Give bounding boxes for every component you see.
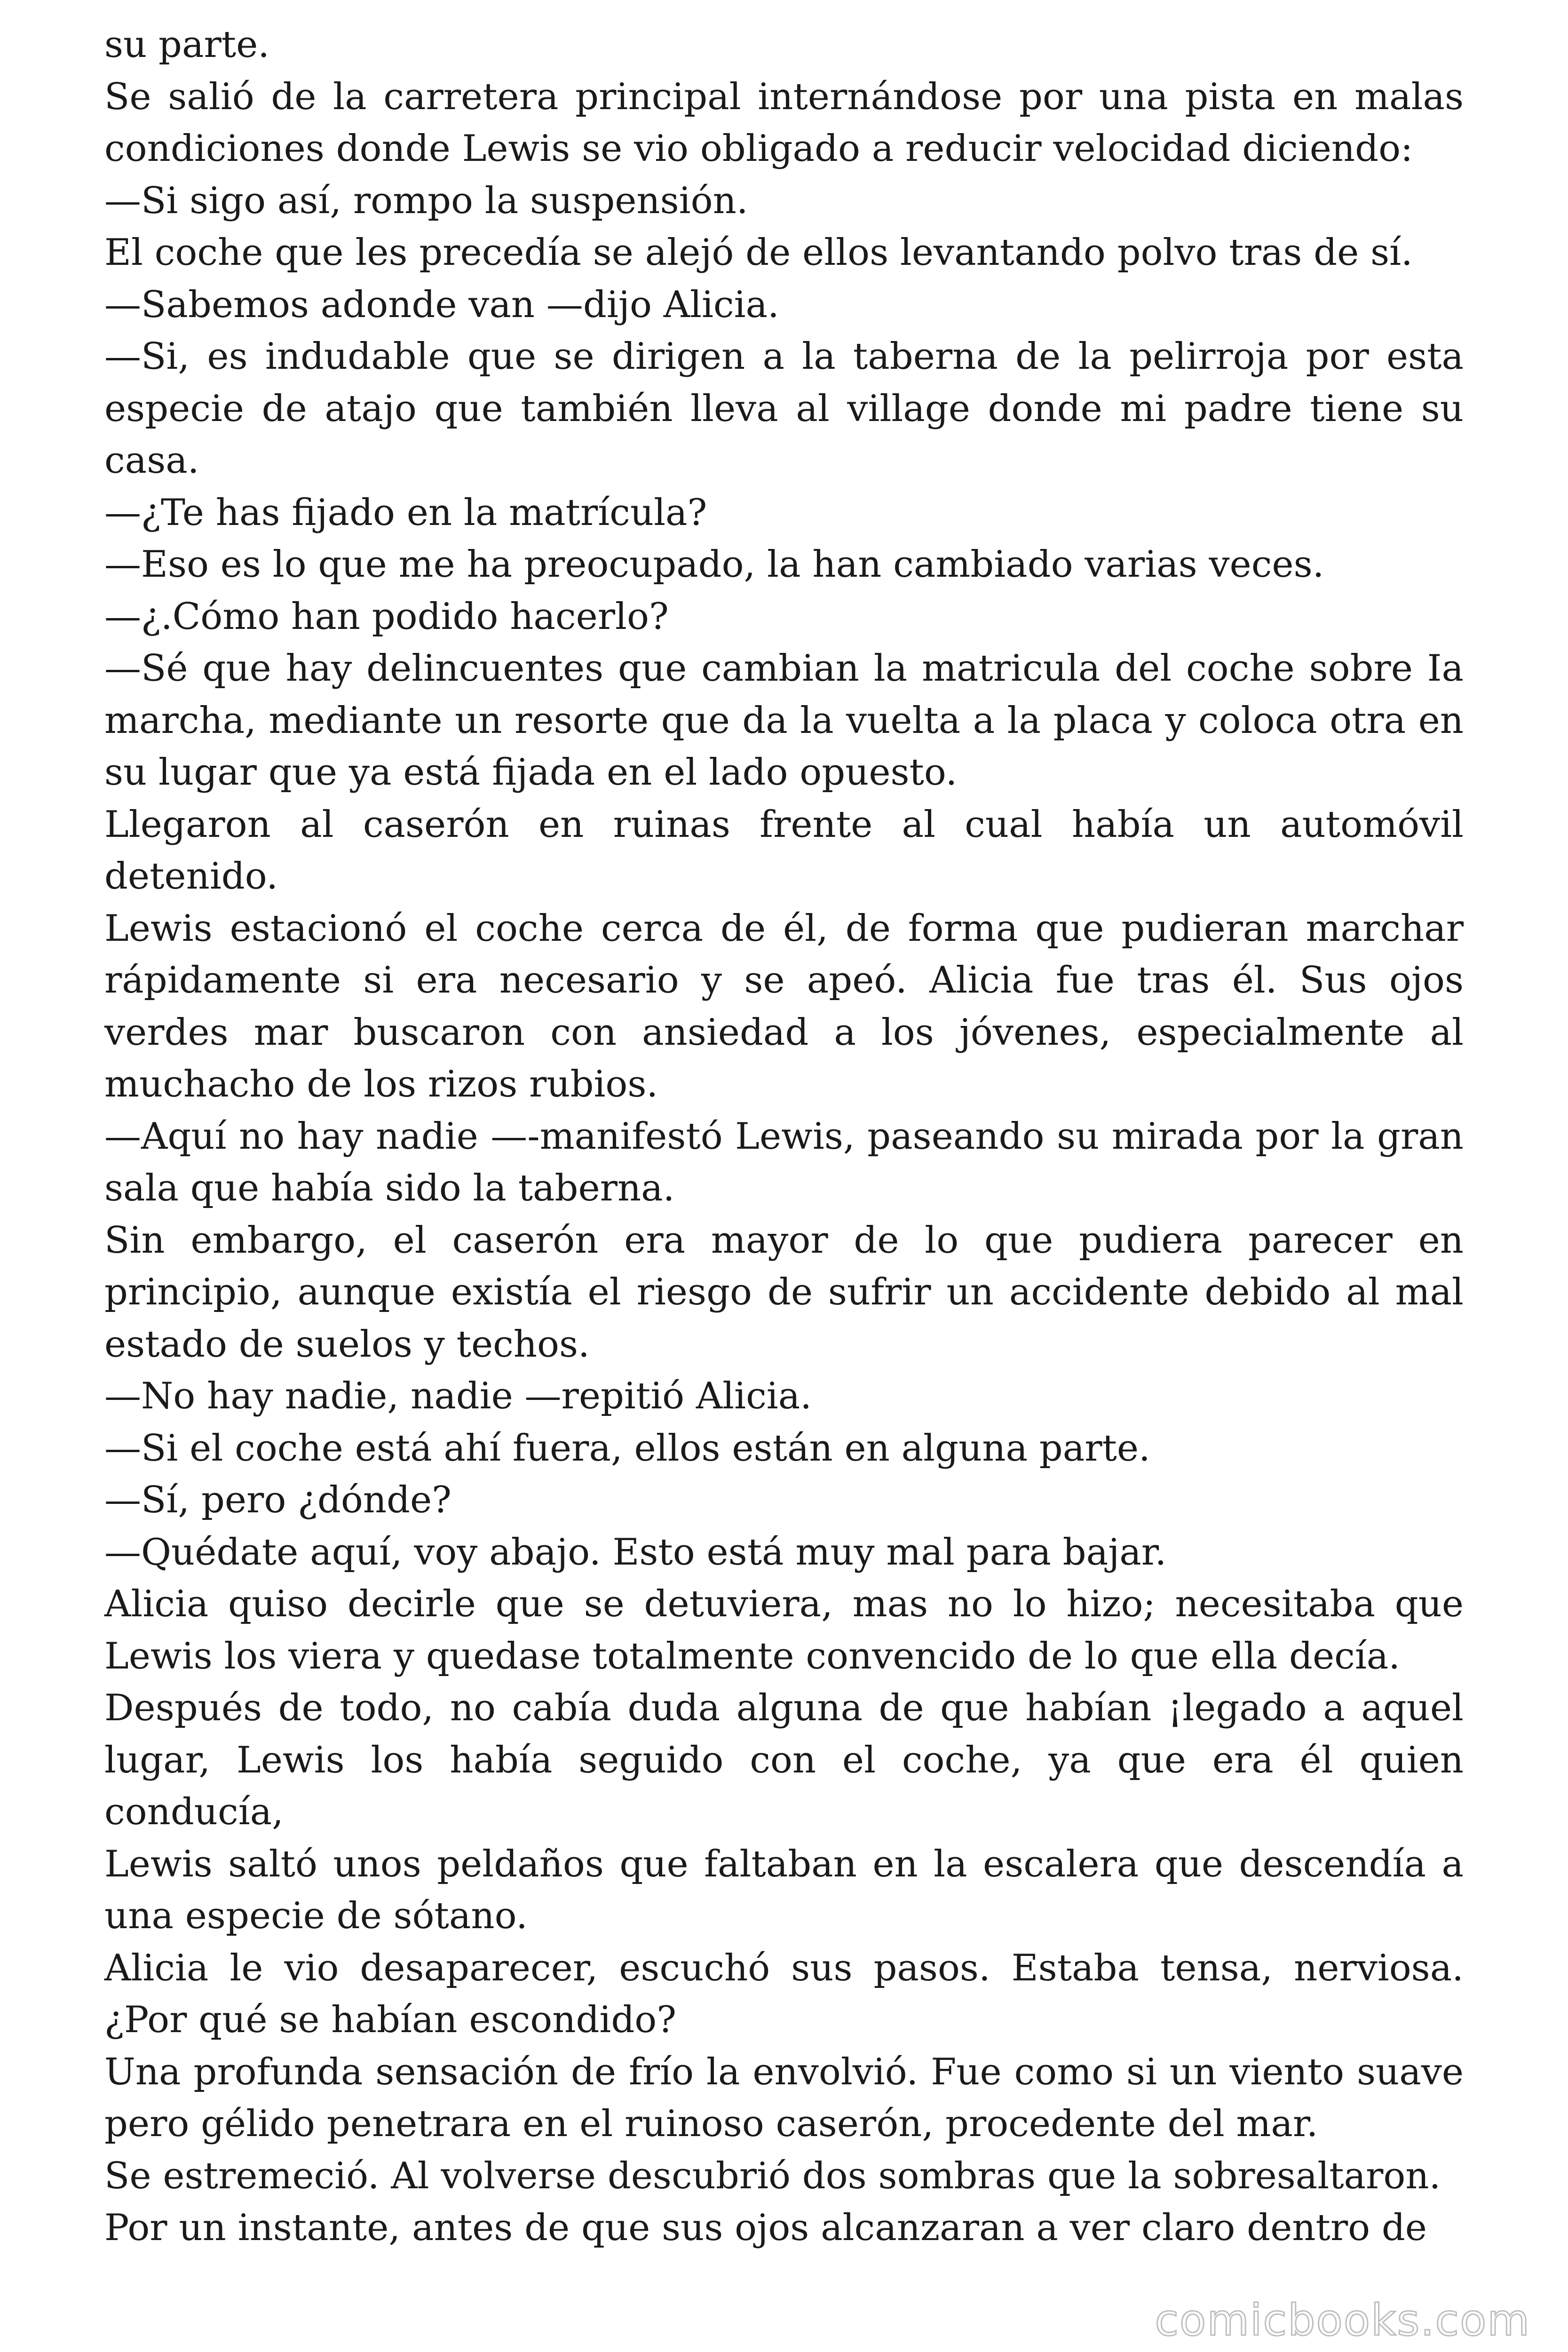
paragraph: —No hay nadie, nadie —repitió Alicia. — [104, 1375, 812, 1417]
paragraph: —Sí, pero ¿dónde? — [104, 1479, 451, 1521]
paragraph: —Si sigo así, rompo la suspensión. — [104, 179, 748, 222]
paragraph: su parte. — [104, 24, 270, 66]
paragraph: —Sé que hay delincuentes que cambian la matricula del coche sobre Ia marcha, mediante un resorte que da la vuelta a la placa y coloca otra en su lugar que ya está fijada en el lado opuesto. — [104, 647, 1464, 794]
paragraph: Lewis estacionó el coche cerca de él, de forma que pudieran marchar rápidamente si era necesario y se apeó. Alicia fue tras él. Sus ojos verdes mar buscaron con ansiedad a los jóvenes, especialmente al muchacho de los rizos rubios. — [104, 907, 1464, 1105]
paragraph: —Quédate aquí, voy abajo. Esto está muy mal para bajar. — [104, 1531, 1167, 1573]
paragraph: Se estremeció. Al volverse descubrió dos sombras que la sobresaltaron. — [104, 2154, 1441, 2197]
paragraph: Una profunda sensación de frío la envolvió. Fue como si un viento suave pero gélido penetrara en el ruinoso caserón, procedente del mar. — [104, 2050, 1464, 2145]
paragraph: Alicia quiso decirle que se detuviera, mas no lo hizo; necesitaba que Lewis los viera y quedase totalmente convencido de lo que ella decía. — [104, 1583, 1464, 1677]
paragraph: —Si el coche está ahí fuera, ellos están en alguna parte. — [104, 1427, 1150, 1470]
paragraph: Por un instante, antes de que sus ojos alcanzaran a ver claro dentro de — [104, 2207, 1427, 2249]
paragraph: Sin embargo, el caserón era mayor de lo que pudiera parecer en principio, aunque existía el riesgo de sufrir un accidente debido al mal estado de suelos y techos. — [104, 1219, 1464, 1366]
watermark: comicbooks.com — [1155, 2295, 1530, 2345]
paragraph: El coche que les precedía se alejó de ellos levantando polvo tras de sí. — [104, 231, 1413, 274]
paragraph: —¿.Cómo han podido hacerlo? — [104, 595, 669, 638]
paragraph: Llegaron al caserón en ruinas frente al cual había un automóvil detenido. — [104, 803, 1464, 898]
paragraph: —Eso es lo que me ha preocupado, la han cambiado varias veces. — [104, 543, 1324, 586]
paragraph: Después de todo, no cabía duda alguna de que habían ¡legado a aquel lugar, Lewis los había seguido con el coche, ya que era él quien conducía, — [104, 1687, 1464, 1833]
paragraph: —Si, es indudable que se dirigen a la taberna de la pelirroja por esta especie de atajo que también lleva al village donde mi padre tiene su casa. — [104, 335, 1464, 482]
paragraph: Se salió de la carretera principal internándose por una pista en malas condiciones donde Lewis se vio obligado a reducir velocidad diciendo: — [104, 75, 1464, 170]
paragraph: Alicia le vio desaparecer, escuchó sus pasos. Estaba tensa, nerviosa. ¿Por qué se habían escondido? — [104, 1947, 1464, 2041]
paragraph: —¿Te has fijado en la matrícula? — [104, 491, 707, 534]
body-text — [104, 19, 1464, 2254]
paragraph: —Sabemos adonde van —dijo Alicia. — [104, 283, 779, 326]
paragraph: —Aquí no hay nadie —-manifestó Lewis, paseando su mirada por la gran sala que había sido la taberna. — [104, 1115, 1464, 1209]
paragraph: Lewis saltó unos peldaños que faltaban en la escalera que descendía a una especie de sótano. — [104, 1843, 1464, 1937]
